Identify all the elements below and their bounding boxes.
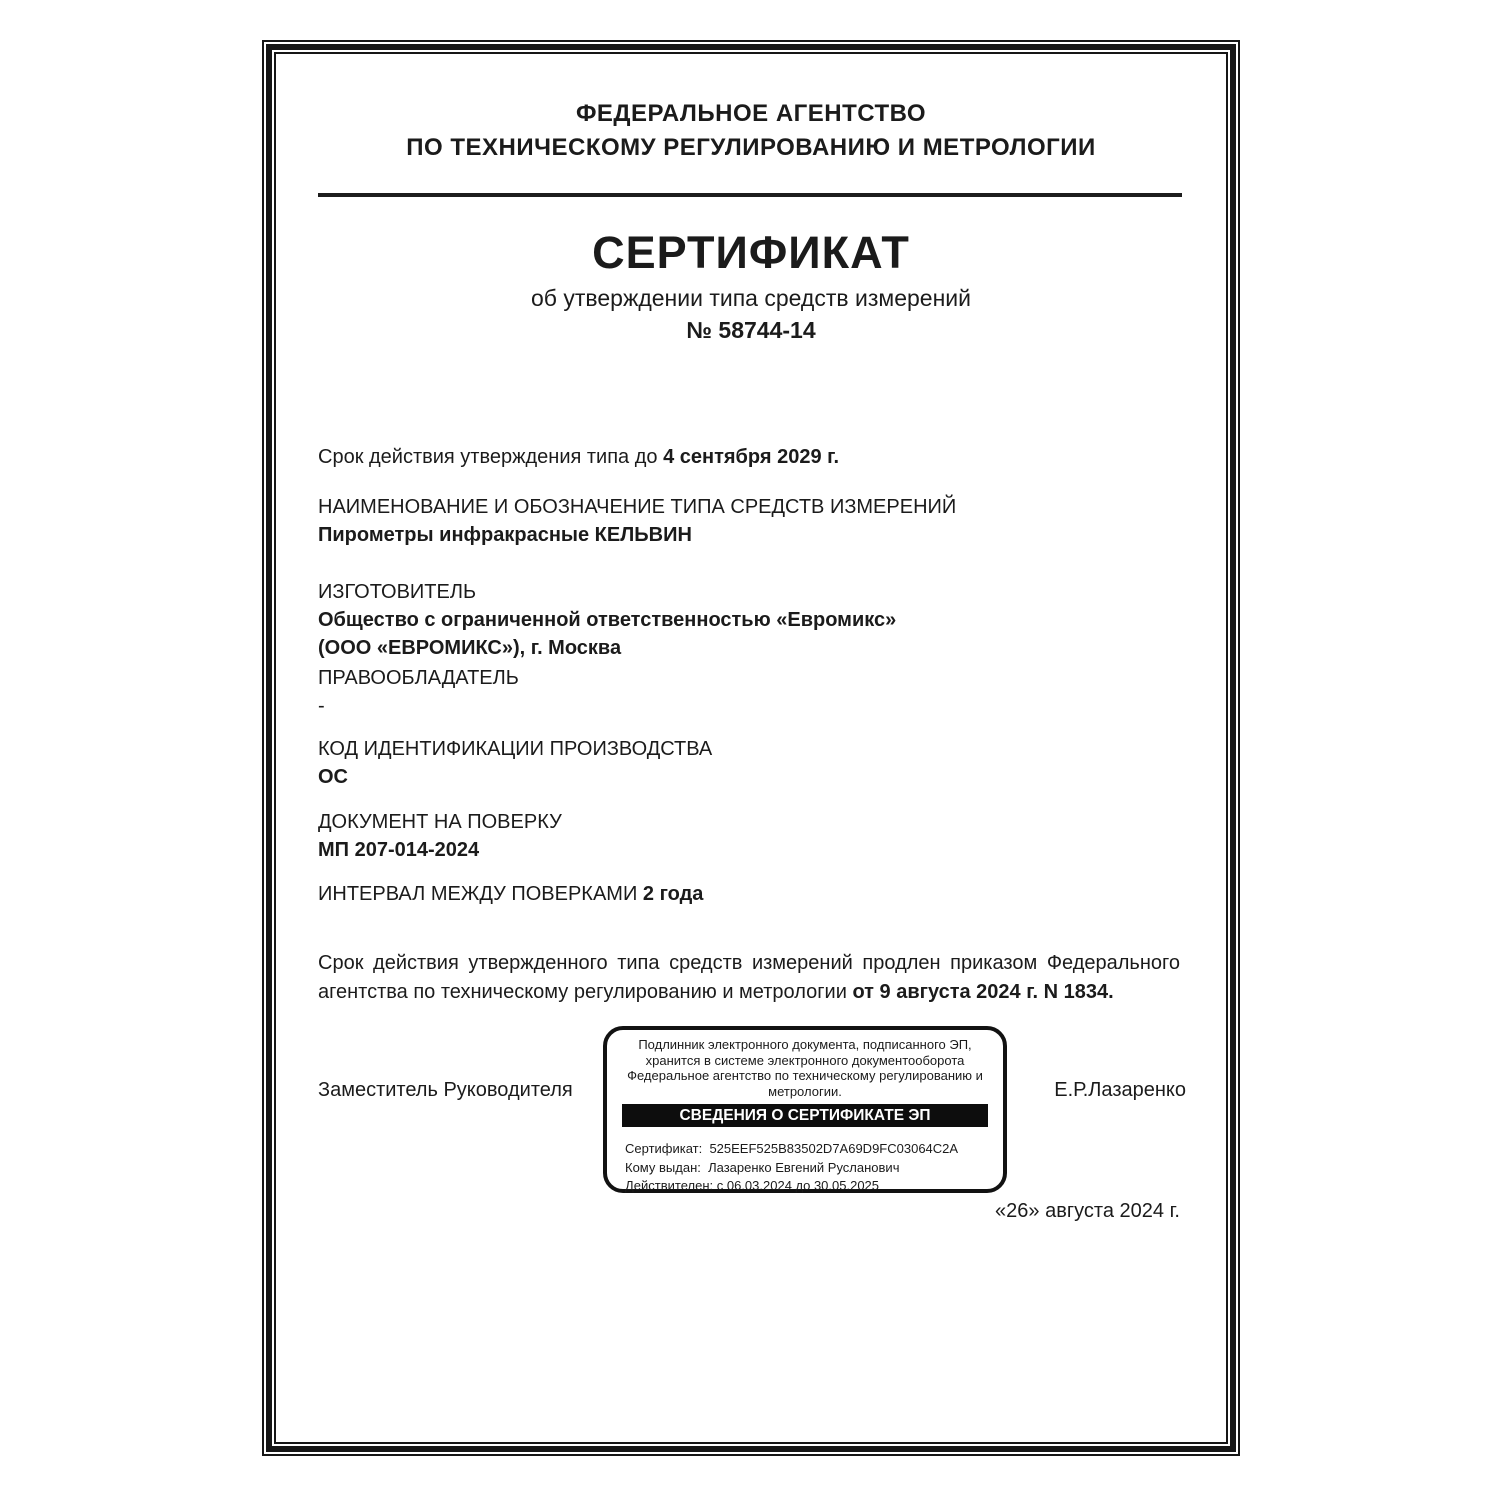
stamp-issued-to: Кому выдан: Лазаренко Евгений Русланович [625,1159,900,1175]
field-verification-doc-label: ДОКУМЕНТ НА ПОВЕРКУ [318,811,562,833]
validity-text: Срок действия утверждения типа до [318,446,664,468]
stamp-intro-line: хранится в системе электронного документооборота [645,1052,965,1068]
stamp-intro-line: метрологии. [768,1083,842,1099]
document-title: СЕРТИФИКАТ [592,227,910,278]
stamp-certificate-id: Сертификат: 525EEF525B83502D7A69D9FC03064C2A [625,1141,959,1156]
agency-name-line2: ПО ТЕХНИЧЕСКОМУ РЕГУЛИРОВАНИЮ И МЕТРОЛОГИИ [406,134,1096,161]
validity-date: 4 сентября 2029 г. [663,446,840,468]
agency-name-line1: ФЕДЕРАЛЬНОЕ АГЕНТСТВО [575,100,927,127]
signature-date: «26» августа 2024 г. [995,1200,1180,1222]
signatory-position: Заместитель Руководителя [318,1079,573,1101]
document-number: № 58744-14 [686,317,816,343]
document-subtitle: об утверждении типа средств измерений [531,285,971,311]
stamp-intro-line: Федеральное агентство по техническому регулированию и [627,1068,983,1083]
header-divider [318,193,1182,197]
digital-signature-stamp [603,1026,1007,1193]
field-rights-holder-label: ПРАВООБЛАДАТЕЛЬ [318,667,519,689]
field-manufacturer-value-line2: (ООО «ЕВРОМИКС»), г. Москва [318,637,622,659]
field-manufacturer-label: ИЗГОТОВИТЕЛЬ [318,581,477,603]
field-verification-interval-value: 2 года [642,883,704,905]
stamp-bar-title: СВЕДЕНИЯ О СЕРТИФИКАТЕ ЭП [622,1104,988,1127]
field-verification-interval-label: ИНТЕРВАЛ МЕЖДУ ПОВЕРКАМИ [318,883,643,905]
signatory-name: Е.Р.Лазаренко [1054,1079,1186,1101]
extension-text: Срок действия утвержденного типа средств измерений продлен приказом Федерального агентства по техническому регулированию и метрологии [318,952,1180,1003]
stamp-details [625,1140,995,1196]
field-rights-holder-value: - [318,695,325,717]
field-production-code-value: ОС [318,766,348,788]
field-verification-interval [318,881,1180,907]
stamp-intro-line: Подлинник электронного документа, подписанного ЭП, [638,1037,972,1052]
field-name-type-value: Пирометры инфракрасные КЕЛЬВИН [318,524,692,546]
extension-order: от 9 августа 2024 г. N 1834. [852,981,1114,1003]
stamp-valid-period: Действителен: с 06.03.2024 до 30.05.2025 [625,1178,880,1193]
field-manufacturer-value-line1: Общество с ограниченной ответственностью «Евромикс» [318,609,897,631]
field-production-code-label: КОД ИДЕНТИФИКАЦИИ ПРОИЗВОДСТВА [318,738,713,760]
stamp-intro [607,1037,1003,1099]
validity-line [318,444,1180,470]
field-verification-doc-value: МП 207-014-2024 [318,839,480,861]
extension-paragraph [318,949,1180,1007]
field-name-type-label: НАИМЕНОВАНИЕ И ОБОЗНАЧЕНИЕ ТИПА СРЕДСТВ ИЗМЕРЕНИЙ [318,496,957,518]
